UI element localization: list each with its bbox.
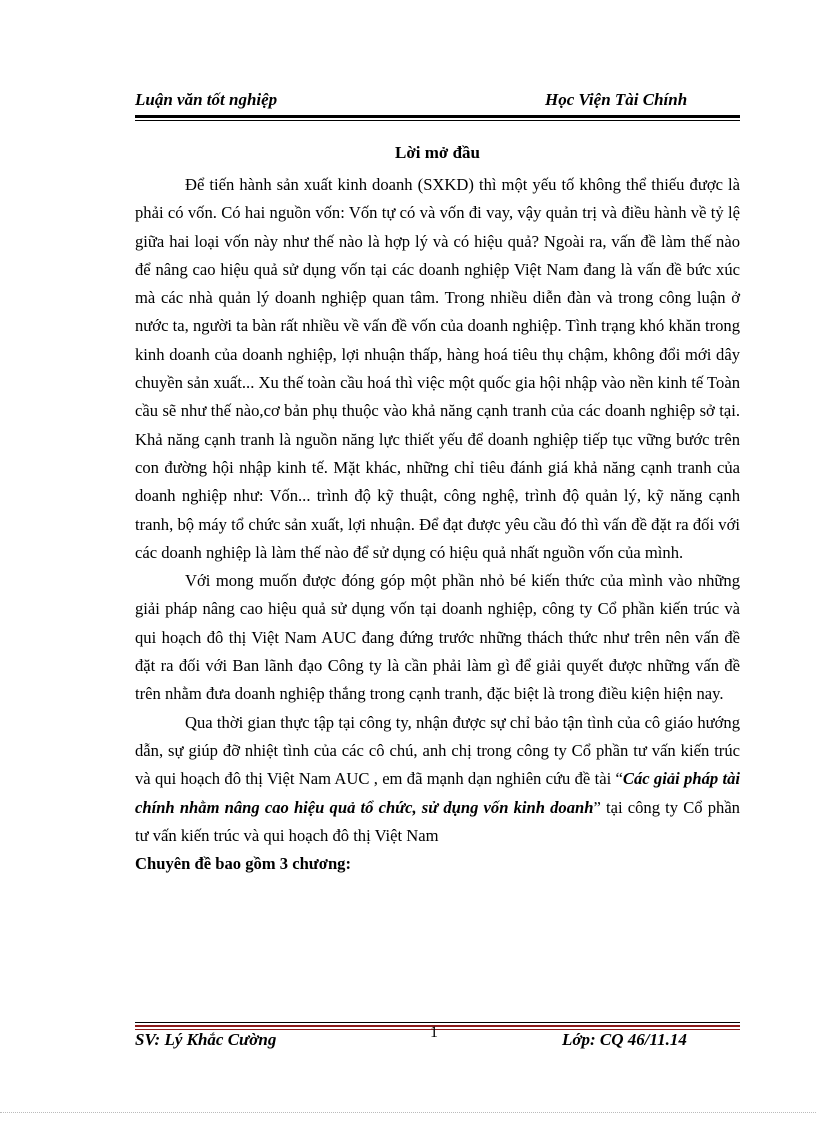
page-edge-divider bbox=[0, 1112, 816, 1113]
header-thesis-label: Luận văn tốt nghiệp bbox=[135, 90, 278, 109]
page-footer bbox=[135, 1024, 740, 1054]
footer-student: SV: Lý Khắc Cường bbox=[135, 1030, 277, 1049]
thesis-topic: Các giải pháp tài chính nhằm nâng cao hiệu quả tổ chức, sử dụng vốn kinh doanh bbox=[135, 769, 740, 817]
paragraph-1: Để tiến hành sản xuất kinh doanh (SXKD) thì một yếu tố không thể thiếu được là phải có vốn. Có hai nguồn vốn: Vốn tự có và vốn đi vay, vậy quản trị và điều hành về tỷ lệ giữa hai loại vốn này như thế nào là hợp lý và có hiệu quả? Ngoài ra, vấn đề làm thế nào để nâng cao hiệu quả sử dụng vốn tại các doanh nghiệp Việt Nam đang là vấn đề bức xúc mà các nhà quản lý doanh nghiệp quan tâm. Trong nhiều diễn đàn và trong công luận ở nước ta, người ta bàn rất nhiều về vấn đề vốn của doanh nghiệp. Tình trạng khó khăn trong kinh doanh của doanh nghiệp, lợi nhuận thấp, hàng hoá tiêu thụ chậm, không đổi mới dây chuyền sản xuất... Xu thế toàn cầu hoá thì việc một quốc gia hội nhập vào nền kinh tế Toàn cầu sẽ như thế nào,cơ bản phụ thuộc vào khả năng cạnh tranh của các doanh nghiệp sở tại. Khả năng cạnh tranh là nguồn năng lực thiết yếu để doanh nghiệp tiếp tục vững bước trên con đường hội nhập kinh tế. Mặt khác, những chỉ tiêu đánh giá khả năng cạnh tranh của doanh nghiệp như: Vốn... trình độ kỹ thuật, công nghệ, trình độ quản lý, kỹ năng cạnh tranh, bộ máy tổ chức sản xuất, lợi nhuận. Để đạt được yêu cầu đó thì vấn đề đặt ra đối với các doanh nghiệp là làm thế nào để sử dụng có hiệu quả nhất nguồn vốn của mình. bbox=[135, 175, 740, 562]
footer-class: Lớp: CQ 46/11.14 bbox=[562, 1030, 687, 1049]
paragraph-3 bbox=[135, 709, 740, 850]
chapter-summary: Chuyên đề bao gồm 3 chương: bbox=[135, 854, 351, 874]
page-number: 1 bbox=[430, 1024, 438, 1041]
header-institution: Học Viện Tài Chính bbox=[545, 90, 688, 109]
paragraph-2: Với mong muốn được đóng góp một phần nhỏ bé kiến thức của mình vào những giải pháp nâng cao hiệu quả sử dụng vốn tại doanh nghiệp, công ty Cổ phần kiến trúc và qui hoạch đô thị Việt Nam AUC đang đứng trước những thách thức như trên nên vấn đề đặt ra đối với Ban lãnh đạo Công ty là cần phải làm gì để giải quyết được những vấn đề trên nhằm đưa doanh nghiệp thắng trong cạnh tranh, đặc biệt là trong điều kiện hiện nay. bbox=[135, 571, 740, 704]
page-header bbox=[135, 90, 740, 112]
paragraph-3-intro: Qua thời gian thực tập tại công ty, nhận được sự chỉ bảo tận tình của cô giáo hướng dẫn, sự giúp đỡ nhiệt tình của các cô chú, anh chị trong công ty Cổ phần tư vấn kiến trúc và qui hoạch đô thị Việt Nam AUC , em đã mạnh dạn nghiên cứu đề tài “ bbox=[135, 712, 740, 789]
paragraph-3-outro: ” tại công ty Cổ phần tư vấn kiến trúc và qui hoạch đô thị Việt Nam bbox=[135, 797, 740, 845]
header-rule-thin bbox=[135, 120, 740, 121]
document-body bbox=[135, 171, 740, 878]
header-rule-thick bbox=[135, 115, 740, 118]
document-title: Lời mở đầu bbox=[395, 143, 480, 162]
footer-rule-thin bbox=[135, 1022, 740, 1023]
